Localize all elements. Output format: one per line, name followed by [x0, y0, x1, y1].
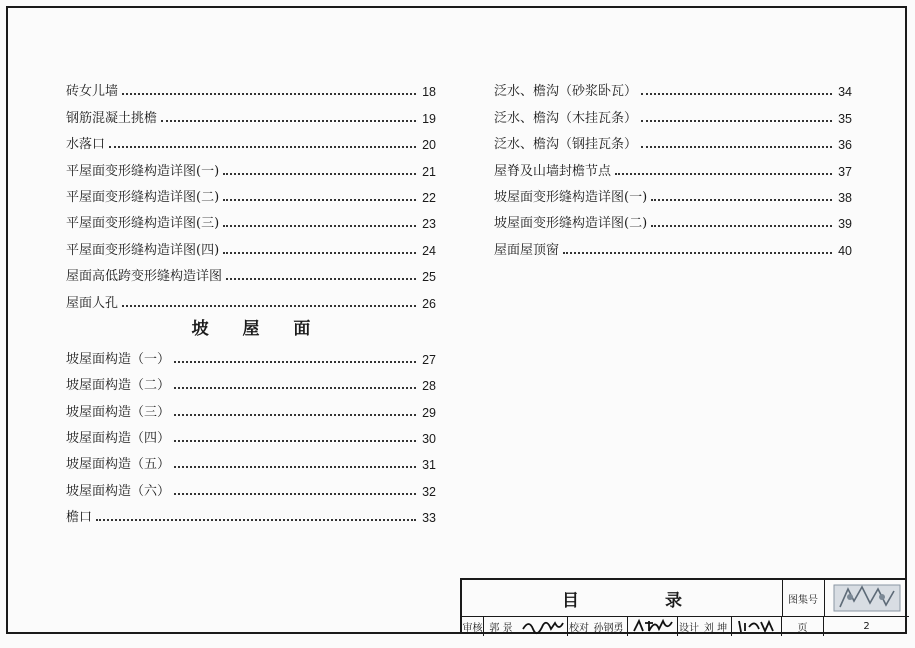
toc-entry-title: 坡屋面构造（三）: [66, 404, 171, 420]
toc-leader-dots: [174, 492, 416, 495]
toc-entry-page: 37: [838, 164, 852, 179]
toc-leader-dots: [161, 119, 416, 122]
toc-entry: [494, 180, 852, 206]
toc-leader-dots: [651, 224, 832, 227]
toc-leader-dots: [641, 119, 832, 122]
toc-entry: [66, 421, 436, 447]
stamp-icon: [832, 583, 902, 613]
toc-entry: [66, 180, 436, 206]
toc-entry-page: 38: [838, 190, 852, 205]
toc-leader-dots: [223, 251, 416, 254]
toc-entry-page: 39: [838, 217, 852, 232]
design-signature: [732, 616, 782, 636]
toc-entry-title: 屋脊及山墙封檐节点: [494, 163, 612, 179]
toc-right-column: [494, 74, 852, 259]
toc-entry-title: 砖女儿墙: [66, 84, 119, 100]
toc-entry: [66, 394, 436, 420]
title-block: [460, 578, 907, 634]
toc-leader-dots: [109, 145, 416, 148]
toc-leader-dots: [563, 251, 832, 254]
toc-leader-dots: [122, 92, 416, 95]
toc-entry-page: 40: [838, 243, 852, 258]
toc-leader-dots: [174, 465, 416, 468]
toc-entry: [494, 206, 852, 232]
toc-entry: [66, 473, 436, 499]
toc-entry-title: 钢筋混凝土挑檐: [66, 110, 158, 126]
check-name: 孙钢勇: [590, 616, 628, 636]
toc-leader-dots: [174, 413, 416, 416]
toc-entry: [66, 259, 436, 285]
toc-entry-title: 平屋面变形缝构造详图(四): [66, 242, 220, 258]
toc-entry-page: 26: [422, 296, 436, 311]
toc-entry-page: 23: [422, 217, 436, 232]
toc-leader-dots: [651, 198, 832, 201]
toc-entry: [66, 206, 436, 232]
signature-icon: [631, 617, 675, 635]
toc-entry-page: 20: [422, 138, 436, 153]
toc-entry-title: 平屋面变形缝构造详图(二): [66, 189, 220, 205]
toc-leader-dots: [174, 360, 416, 363]
toc-entry: [494, 127, 852, 153]
toc-entry-title: 泛水、檐沟（砂浆卧瓦）: [494, 84, 638, 100]
toc-entry-page: 34: [838, 85, 852, 100]
toc-entry: [494, 153, 852, 179]
toc-entry: [66, 447, 436, 473]
design-name: 刘 坤: [700, 616, 732, 636]
check-signature: [628, 616, 678, 636]
toc-entry-page: 30: [422, 432, 436, 447]
toc-entry: [66, 74, 436, 100]
toc-leader-dots: [615, 172, 832, 175]
page-label: 页: [782, 616, 824, 636]
toc-entry-page: 35: [838, 111, 852, 126]
toc-entry-page: 21: [422, 164, 436, 179]
atlas-number-label: 图集号: [782, 580, 825, 617]
toc-entry-page: 24: [422, 243, 436, 258]
signature-icon: [735, 617, 779, 635]
toc-entry: [494, 232, 852, 258]
toc-entry-title: 坡屋面构造（四）: [66, 431, 171, 447]
review-signature: [518, 616, 568, 636]
toc-leader-dots: [641, 145, 832, 148]
toc-entry: [66, 285, 436, 311]
toc-entry-title: 屋面高低跨变形缝构造详图: [66, 269, 223, 285]
toc-leader-dots: [641, 92, 832, 95]
section-title-sloped-roof: 坡 屋 面: [191, 319, 325, 340]
toc-entry-page: 27: [422, 352, 436, 367]
toc-leader-dots: [174, 386, 416, 389]
toc-leader-dots: [223, 172, 416, 175]
toc-leader-dots: [226, 277, 416, 280]
toc-entry-page: 22: [422, 190, 436, 205]
toc-entry: [66, 100, 436, 126]
toc-entry-page: 31: [422, 458, 436, 473]
toc-entry: [66, 500, 436, 526]
toc-entry: [66, 153, 436, 179]
toc-entry-title: 坡屋面变形缝构造详图(二): [494, 216, 648, 232]
toc-entry-title: 平屋面变形缝构造详图(一): [66, 163, 220, 179]
toc-leader-dots: [174, 439, 416, 442]
toc-entry-title: 坡屋面构造（六）: [66, 483, 171, 499]
design-label: 设计: [679, 622, 699, 634]
toc-entry-title: 坡屋面构造（二）: [66, 378, 171, 394]
toc-entry-page: 29: [422, 405, 436, 420]
toc-leader-dots: [223, 224, 416, 227]
review-label: 审核: [462, 616, 484, 636]
toc-entry-page: 18: [422, 85, 436, 100]
review-name: 郭 景: [489, 622, 513, 634]
atlas-number-stamp: [824, 580, 909, 617]
toc-entry-title: 水落口: [66, 137, 106, 153]
check-label: 校对: [569, 622, 589, 634]
signature-icon: [521, 617, 565, 635]
toc-entry-page: 33: [422, 511, 436, 526]
toc-entry-page: 36: [838, 138, 852, 153]
toc-entry-title: 坡屋面构造（一）: [66, 351, 171, 367]
toc-entry-title: 平屋面变形缝构造详图(三): [66, 216, 220, 232]
toc-entry-page: 19: [422, 111, 436, 126]
toc-entry-title: 屋面屋顶窗: [494, 242, 560, 258]
toc-entry-page: 25: [422, 270, 436, 285]
toc-entry: [66, 342, 436, 368]
toc-left-column: [66, 74, 436, 526]
toc-entry-title: 坡屋面变形缝构造详图(一): [494, 189, 648, 205]
toc-entry-title: 泛水、檐沟（钢挂瓦条）: [494, 137, 638, 153]
toc-leader-dots: [96, 518, 416, 521]
toc-leader-dots: [122, 304, 416, 307]
toc-entry-title: 屋面人孔: [66, 295, 119, 311]
approval-row: [462, 616, 909, 636]
toc-entry: [494, 74, 852, 100]
toc-entry: [66, 127, 436, 153]
toc-entry: [66, 368, 436, 394]
toc-entry-page: 32: [422, 484, 436, 499]
title-cell: [462, 580, 783, 617]
toc-entry: [66, 232, 436, 258]
page-number: 2: [863, 620, 870, 632]
toc-entry-title: 檐口: [66, 510, 93, 526]
toc-leader-dots: [223, 198, 416, 201]
toc-entry: [494, 100, 852, 126]
toc-entry-title: 坡屋面构造（五）: [66, 457, 171, 473]
title-text: 目 录: [562, 590, 722, 611]
toc-entry-title: 泛水、檐沟（木挂瓦条）: [494, 110, 638, 126]
toc-entry-page: 28: [422, 379, 436, 394]
